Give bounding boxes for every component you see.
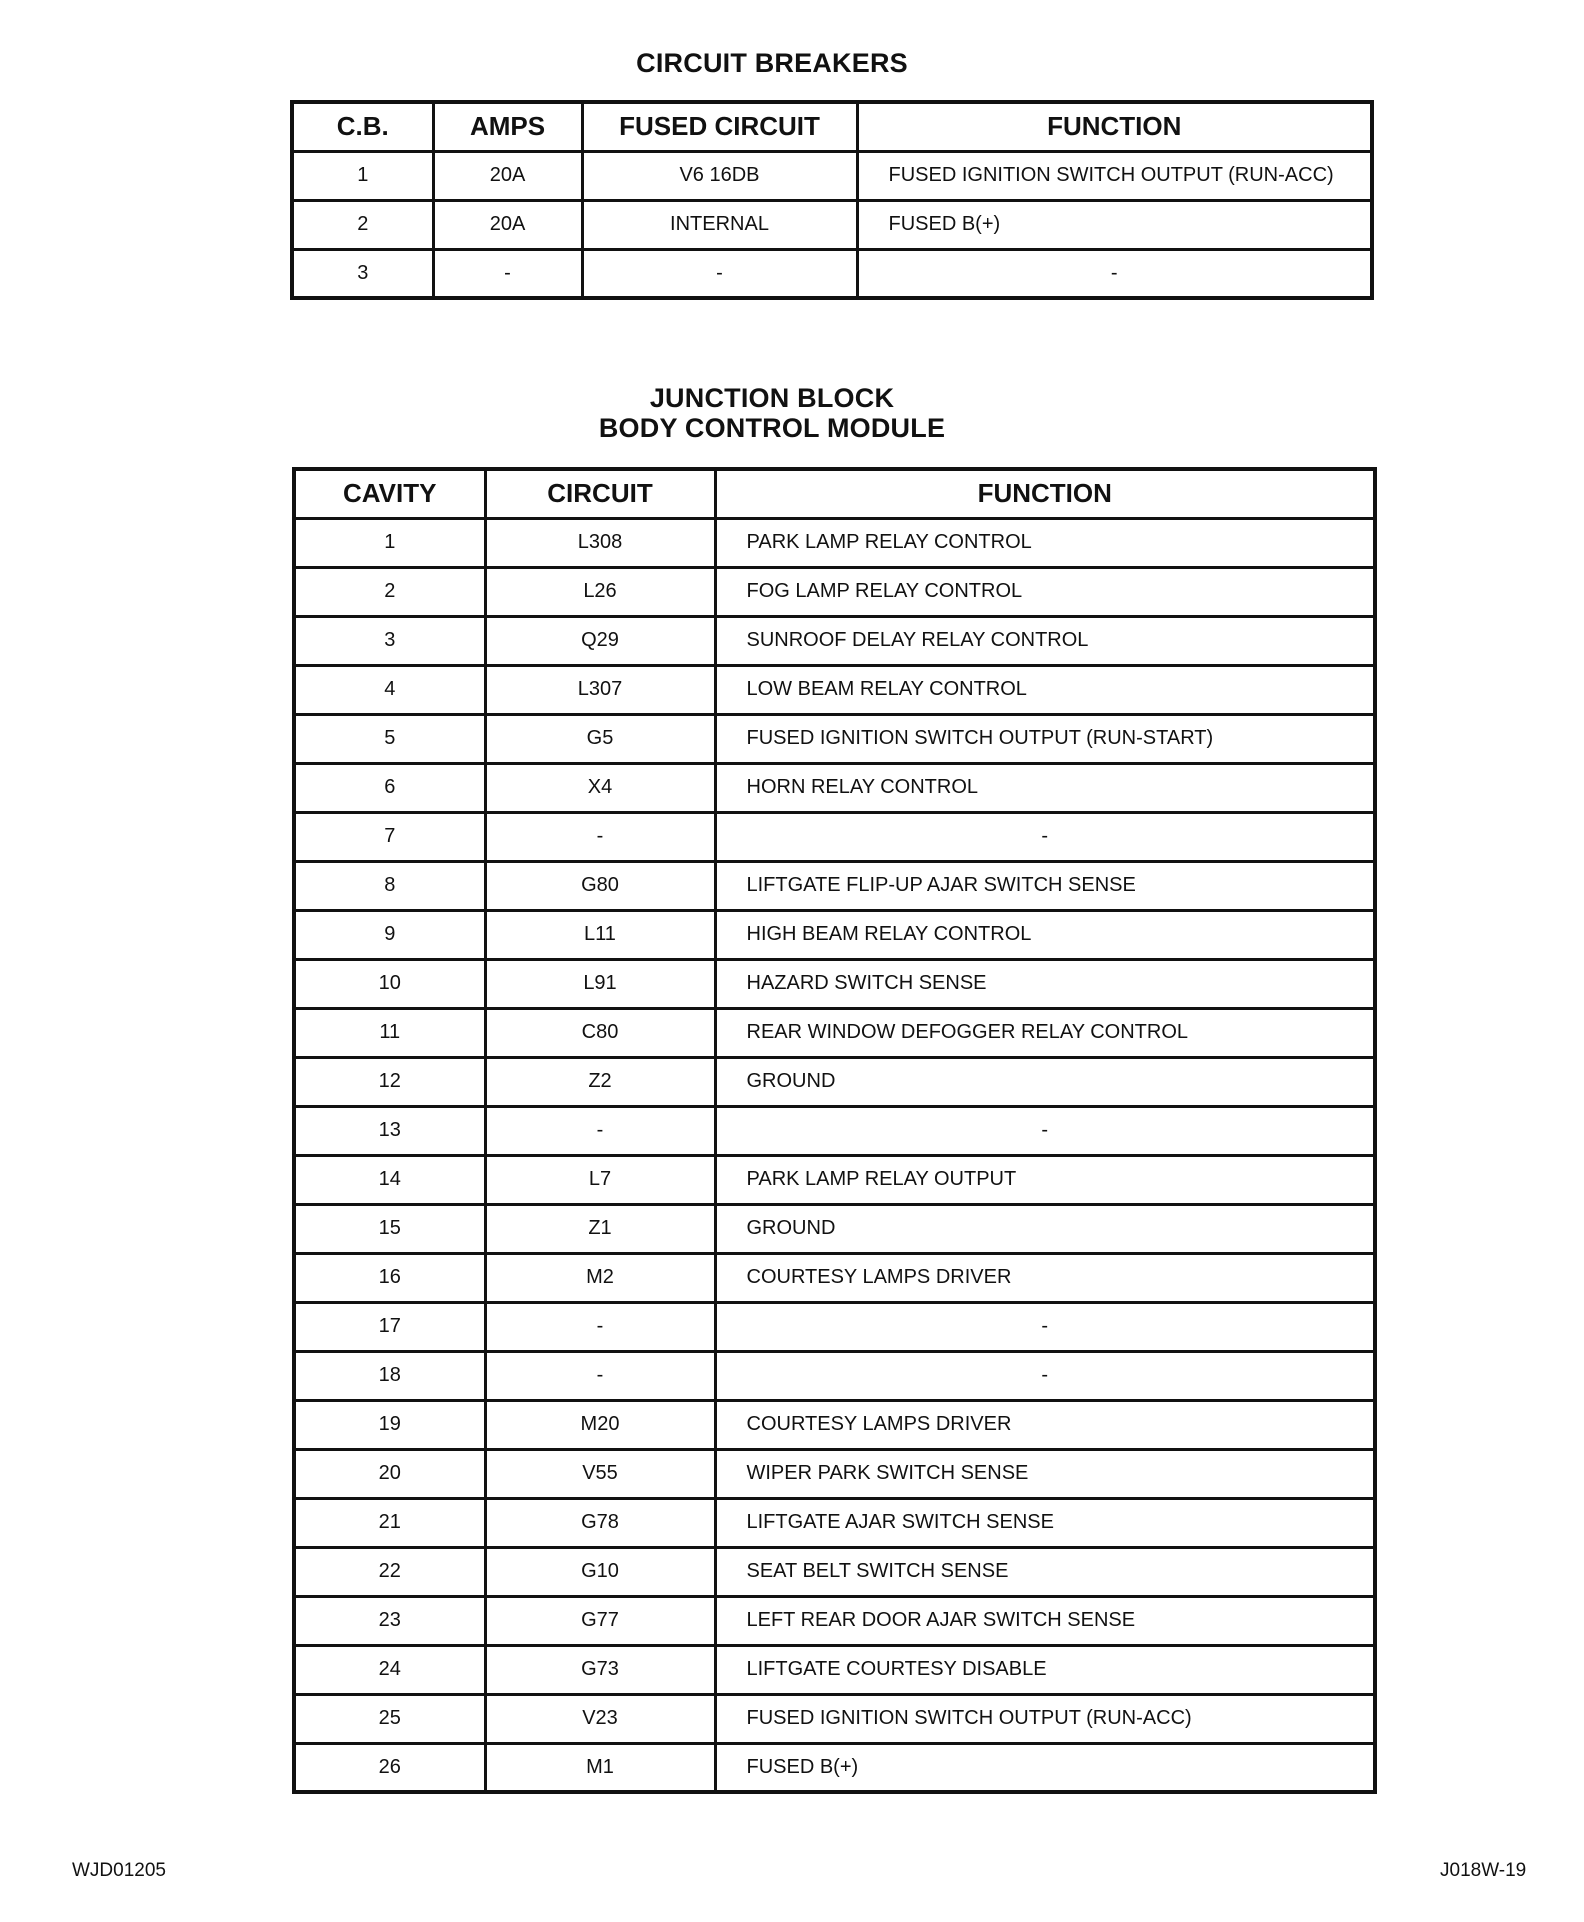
table-row — [294, 1694, 1375, 1743]
table-header-row — [294, 469, 1375, 518]
table-row — [294, 812, 1375, 861]
circuit-cell: G73 — [485, 1645, 715, 1694]
cb-cell: 2 — [292, 200, 433, 249]
cavity-cell: 22 — [294, 1547, 485, 1596]
cavity-cell: 11 — [294, 1008, 485, 1057]
function-cell: - — [715, 1302, 1375, 1351]
cb-cell: 1 — [292, 151, 433, 200]
circuit-cell: G80 — [485, 861, 715, 910]
circuit-cell: V23 — [485, 1694, 715, 1743]
cavity-cell: 14 — [294, 1155, 485, 1204]
table-row — [294, 665, 1375, 714]
column-header-cb: C.B. — [292, 102, 433, 151]
circuit-cell: L307 — [485, 665, 715, 714]
cavity-cell: 18 — [294, 1351, 485, 1400]
table-row — [294, 861, 1375, 910]
circuit-cell: V55 — [485, 1449, 715, 1498]
table-row — [294, 1547, 1375, 1596]
cavity-cell: 21 — [294, 1498, 485, 1547]
junction-block-table — [292, 467, 1377, 1794]
cavity-cell: 2 — [294, 567, 485, 616]
circuit-cell: - — [485, 1302, 715, 1351]
table-row — [294, 1596, 1375, 1645]
circuit-cell: - — [485, 1351, 715, 1400]
cavity-cell: 25 — [294, 1694, 485, 1743]
cavity-cell: 16 — [294, 1253, 485, 1302]
function-cell: HAZARD SWITCH SENSE — [715, 959, 1375, 1008]
circuit-cell: Q29 — [485, 616, 715, 665]
cavity-cell: 17 — [294, 1302, 485, 1351]
table-row — [294, 763, 1375, 812]
body-control-module-title: BODY CONTROL MODULE — [598, 413, 946, 443]
table-row — [294, 518, 1375, 567]
circuit-cell: X4 — [485, 763, 715, 812]
circuit-cell: Z1 — [485, 1204, 715, 1253]
cavity-cell: 23 — [294, 1596, 485, 1645]
circuit-cell: G77 — [485, 1596, 715, 1645]
amps-cell: 20A — [433, 151, 582, 200]
table-row — [294, 1498, 1375, 1547]
table-row — [294, 714, 1375, 763]
function-cell: GROUND — [715, 1057, 1375, 1106]
cb-cell: 3 — [292, 249, 433, 298]
function-cell: FUSED IGNITION SWITCH OUTPUT (RUN-START) — [715, 714, 1375, 763]
table-row — [294, 1155, 1375, 1204]
function-cell: FUSED B(+) — [715, 1743, 1375, 1792]
column-header-circuit: CIRCUIT — [485, 469, 715, 518]
cavity-cell: 26 — [294, 1743, 485, 1792]
function-cell: - — [715, 1351, 1375, 1400]
function-cell: PARK LAMP RELAY CONTROL — [715, 518, 1375, 567]
function-cell: FOG LAMP RELAY CONTROL — [715, 567, 1375, 616]
cavity-cell: 3 — [294, 616, 485, 665]
circuit-cell: L91 — [485, 959, 715, 1008]
cavity-cell: 5 — [294, 714, 485, 763]
table-row — [294, 1204, 1375, 1253]
document-code-left: WJD01205 — [72, 1860, 166, 1881]
circuit-cell: L26 — [485, 567, 715, 616]
fused-circuit-cell: V6 16DB — [582, 151, 857, 200]
circuit-cell: Z2 — [485, 1057, 715, 1106]
function-cell: LEFT REAR DOOR AJAR SWITCH SENSE — [715, 1596, 1375, 1645]
function-cell: SUNROOF DELAY RELAY CONTROL — [715, 616, 1375, 665]
cavity-cell: 1 — [294, 518, 485, 567]
circuit-cell: M20 — [485, 1400, 715, 1449]
table-row — [294, 1302, 1375, 1351]
table-row — [294, 1008, 1375, 1057]
document-code-right: J018W-19 — [1440, 1860, 1527, 1881]
function-cell: HIGH BEAM RELAY CONTROL — [715, 910, 1375, 959]
table-row — [292, 200, 1372, 249]
function-cell: LIFTGATE FLIP-UP AJAR SWITCH SENSE — [715, 861, 1375, 910]
circuit-cell: - — [485, 1106, 715, 1155]
circuit-cell: G78 — [485, 1498, 715, 1547]
table-row — [294, 1351, 1375, 1400]
circuit-cell: L308 — [485, 518, 715, 567]
circuit-cell: M1 — [485, 1743, 715, 1792]
table-row — [294, 567, 1375, 616]
circuit-cell: C80 — [485, 1008, 715, 1057]
function-cell: GROUND — [715, 1204, 1375, 1253]
circuit-cell: G5 — [485, 714, 715, 763]
cavity-cell: 19 — [294, 1400, 485, 1449]
cavity-cell: 15 — [294, 1204, 485, 1253]
function-cell: LOW BEAM RELAY CONTROL — [715, 665, 1375, 714]
function-cell: SEAT BELT SWITCH SENSE — [715, 1547, 1375, 1596]
cavity-cell: 12 — [294, 1057, 485, 1106]
table-row — [294, 616, 1375, 665]
table-row — [292, 151, 1372, 200]
table-header-row — [292, 102, 1372, 151]
column-header-fused-circuit: FUSED CIRCUIT — [582, 102, 857, 151]
function-cell: FUSED IGNITION SWITCH OUTPUT (RUN-ACC) — [857, 151, 1372, 200]
table-row — [294, 1449, 1375, 1498]
cavity-cell: 7 — [294, 812, 485, 861]
circuit-breakers-table — [290, 100, 1374, 300]
function-cell: WIPER PARK SWITCH SENSE — [715, 1449, 1375, 1498]
junction-block-title: JUNCTION BLOCK — [649, 383, 895, 413]
function-cell: HORN RELAY CONTROL — [715, 763, 1375, 812]
table-row — [294, 1057, 1375, 1106]
cavity-cell: 9 — [294, 910, 485, 959]
circuit-cell: G10 — [485, 1547, 715, 1596]
fused-circuit-cell: INTERNAL — [582, 200, 857, 249]
cavity-cell: 8 — [294, 861, 485, 910]
cavity-cell: 24 — [294, 1645, 485, 1694]
fused-circuit-cell: - — [582, 249, 857, 298]
function-cell: - — [715, 812, 1375, 861]
table-row — [292, 249, 1372, 298]
amps-cell: - — [433, 249, 582, 298]
table-row — [294, 959, 1375, 1008]
column-header-cavity: CAVITY — [294, 469, 485, 518]
column-header-function: FUNCTION — [715, 469, 1375, 518]
function-cell: LIFTGATE COURTESY DISABLE — [715, 1645, 1375, 1694]
function-cell: COURTESY LAMPS DRIVER — [715, 1400, 1375, 1449]
circuit-cell: M2 — [485, 1253, 715, 1302]
cavity-cell: 13 — [294, 1106, 485, 1155]
function-cell: LIFTGATE AJAR SWITCH SENSE — [715, 1498, 1375, 1547]
function-cell: - — [857, 249, 1372, 298]
cavity-cell: 6 — [294, 763, 485, 812]
function-cell: REAR WINDOW DEFOGGER RELAY CONTROL — [715, 1008, 1375, 1057]
function-cell: PARK LAMP RELAY OUTPUT — [715, 1155, 1375, 1204]
table-row — [294, 910, 1375, 959]
table-row — [294, 1253, 1375, 1302]
cavity-cell: 20 — [294, 1449, 485, 1498]
table-row — [294, 1400, 1375, 1449]
circuit-breakers-title: CIRCUIT BREAKERS — [636, 48, 908, 78]
cavity-cell: 10 — [294, 959, 485, 1008]
amps-cell: 20A — [433, 200, 582, 249]
function-cell: FUSED IGNITION SWITCH OUTPUT (RUN-ACC) — [715, 1694, 1375, 1743]
circuit-cell: L11 — [485, 910, 715, 959]
circuit-cell: - — [485, 812, 715, 861]
circuit-cell: L7 — [485, 1155, 715, 1204]
column-header-amps: AMPS — [433, 102, 582, 151]
function-cell: COURTESY LAMPS DRIVER — [715, 1253, 1375, 1302]
cavity-cell: 4 — [294, 665, 485, 714]
table-row — [294, 1743, 1375, 1792]
function-cell: - — [715, 1106, 1375, 1155]
table-row — [294, 1645, 1375, 1694]
table-row — [294, 1106, 1375, 1155]
function-cell: FUSED B(+) — [857, 200, 1372, 249]
column-header-function: FUNCTION — [857, 102, 1372, 151]
